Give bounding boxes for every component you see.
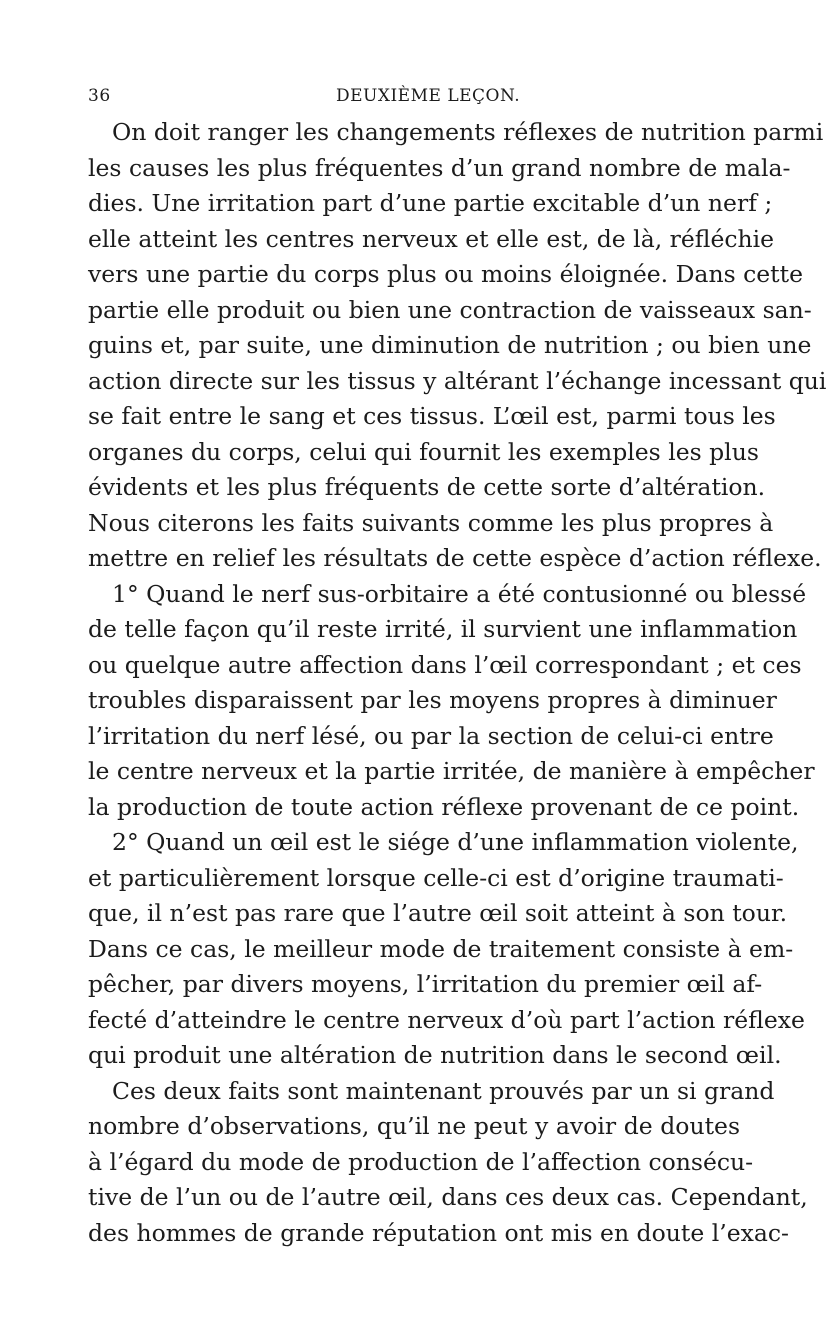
text-line: vers une partie du corps plus ou moins éloignée. Dans cette (88, 260, 803, 288)
text-line: partie elle produit ou bien une contraction de vaisseaux san- (88, 295, 812, 324)
text-line: que, il n’est pas rare que l’autre œil soit atteint à son tour. (88, 899, 788, 927)
text-line: le centre nerveux et la partie irritée, de manière à empêcher (88, 757, 815, 785)
text-line: ou quelque autre affection dans l’œil correspondant ; et ces (88, 650, 802, 679)
running-title: DEUXIÈME LEÇON. (336, 86, 521, 106)
text-line: pêcher, par divers moyens, l’irritation du premier œil af- (88, 970, 763, 998)
text-line: 1° Quand le nerf sus-orbitaire a été contusionné ou blessé (112, 579, 807, 608)
running-head (88, 86, 740, 110)
text-line: tive de l’un ou de l’autre œil, dans ces deux cas. Cependant, (88, 1183, 808, 1211)
text-line: organes du corps, celui qui fournit les exemples les plus (88, 437, 759, 466)
text-line: action directe sur les tissus y altérant l’échange incessant qui (88, 366, 826, 395)
page-number: 36 (88, 86, 111, 106)
body-text (88, 115, 826, 1251)
text-line: troubles disparaissent par les moyens propres à diminuer (88, 686, 777, 714)
text-line: de telle façon qu’il reste irrité, il survient une inflammation (88, 615, 798, 643)
text-line: à l’égard du mode de production de l’affection consécu- (88, 1147, 754, 1176)
text-line: fecté d’atteindre le centre nerveux d’où part l’action réflexe (88, 1005, 805, 1034)
text-line: se fait entre le sang et ces tissus. L’œil est, parmi tous les (88, 402, 776, 430)
text-line: Dans ce cas, le meilleur mode de traitement consiste à em- (88, 934, 794, 963)
text-line: nombre d’observations, qu’il ne peut y avoir de doutes (88, 1112, 740, 1140)
text-line: dies. Une irritation part d’une partie excitable d’un nerf ; (88, 189, 773, 217)
text-line: Ces deux faits sont maintenant prouvés par un si grand (112, 1076, 775, 1105)
text-line: qui produit une altération de nutrition dans le second œil. (88, 1041, 782, 1069)
text-line: 2° Quand un œil est le siége d’une inflammation violente, (112, 828, 799, 856)
text-line: elle atteint les centres nerveux et elle est, de là, réfléchie (88, 224, 775, 253)
text-line: les causes les plus fréquentes d’un grand nombre de mala- (88, 153, 791, 182)
text-line: guins et, par suite, une diminution de nutrition ; ou bien une (88, 331, 812, 359)
text-line: On doit ranger les changements réflexes de nutrition parmi (112, 118, 824, 146)
text-line: la production de toute action réflexe provenant de ce point. (88, 792, 800, 821)
text-line: et particulièrement lorsque celle-ci est d’origine traumati- (88, 863, 784, 892)
text-line: Nous citerons les faits suivants comme les plus propres à (88, 508, 774, 537)
text-line: des hommes de grande réputation ont mis en doute l’exac- (88, 1218, 789, 1247)
text-line: l’irritation du nerf lésé, ou par la section de celui-ci entre (88, 721, 774, 750)
text-line: évidents et les plus fréquents de cette sorte d’altération. (88, 473, 766, 501)
text-line: mettre en relief les résultats de cette espèce d’action réflexe. (88, 544, 822, 572)
